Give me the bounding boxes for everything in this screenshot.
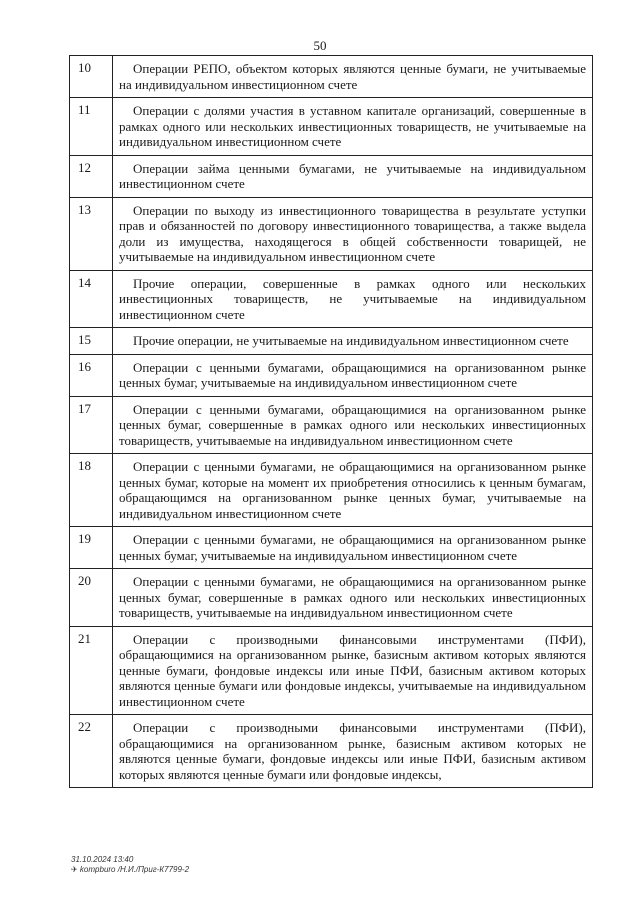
- footer-timestamp: 31.10.2024 13:40: [71, 855, 134, 864]
- row-description: Операции с ценными бумагами, не обращающимися на организованном рынке ценных бумаг, учитываемые на индивидуальном инвестиционном счете: [113, 527, 593, 569]
- row-number: 19: [70, 527, 113, 569]
- row-number: 14: [70, 270, 113, 328]
- table-row: [70, 626, 593, 715]
- table-row: [70, 328, 593, 355]
- row-number: 22: [70, 715, 113, 788]
- row-number: 21: [70, 626, 113, 715]
- row-description: Операции с ценными бумагами, не обращающимися на организованном рынке ценных бумаг, совершенные в рамках одного или нескольких инвестиционных товариществ, учитываемые на индивидуальном инвестиционном счете: [113, 569, 593, 627]
- row-description: Операции с долями участия в уставном капитале организаций, совершенные в рамках одного или нескольких инвестиционных товариществ, не учитываемые на индивидуальном инвестиционном счете: [113, 98, 593, 156]
- operations-table-body: [70, 56, 593, 788]
- row-description: Операции с ценными бумагами, не обращающимися на организованном рынке ценных бумаг, которые на момент их приобретения относились к ценным бумагам, обращающимся на организованном рынке ценных бумаг, учитываемые на индивидуальном инвестиционном счете: [113, 454, 593, 527]
- table-row: [70, 715, 593, 788]
- table-row: [70, 354, 593, 396]
- row-number: 18: [70, 454, 113, 527]
- row-description: Прочие операции, не учитываемые на индивидуальном инвестиционном счете: [113, 328, 593, 355]
- row-number: 16: [70, 354, 113, 396]
- row-number: 10: [70, 56, 113, 98]
- row-description: Операции с производными финансовыми инструментами (ПФИ), обращающимися на организованном рынке, базисным активом которых не являются ценные бумаги, фондовые индексы или иные ПФИ, базисным активом которых являются ценные бумаги или фондовые индексы,: [113, 715, 593, 788]
- table-row: [70, 98, 593, 156]
- row-number: 17: [70, 396, 113, 454]
- row-description: Операции с ценными бумагами, обращающимися на организованном рынке ценных бумаг, совершенные в рамках одного или нескольких инвестиционных товариществ, учитываемые на индивидуальном инвестиционном счете: [113, 396, 593, 454]
- row-description: Операции с производными финансовыми инструментами (ПФИ), обращающимися на организованном рынке, базисным активом которых являются ценные бумаги, фондовые индексы или иные ПФИ, базисным активом которых являются ценные бумаги или фондовые индексы, учитываемые на индивидуальном инвестиционном счете: [113, 626, 593, 715]
- table-row: [70, 396, 593, 454]
- row-description: Прочие операции, совершенные в рамках одного или нескольких инвестиционных товариществ, не учитываемые на индивидуальном инвестиционном счете: [113, 270, 593, 328]
- row-number: 15: [70, 328, 113, 355]
- table-row: [70, 569, 593, 627]
- row-number: 20: [70, 569, 113, 627]
- row-description: Операции РЕПО, объектом которых являются ценные бумаги, не учитываемые на индивидуальном инвестиционном счете: [113, 56, 593, 98]
- table-row: [70, 270, 593, 328]
- row-description: Операции с ценными бумагами, обращающимися на организованном рынке ценных бумаг, учитываемые на индивидуальном инвестиционном счете: [113, 354, 593, 396]
- row-description: Операции займа ценными бумагами, не учитываемые на индивидуальном инвестиционном счете: [113, 155, 593, 197]
- document-footer: [71, 855, 189, 875]
- table-row: [70, 197, 593, 270]
- table-row: [70, 56, 593, 98]
- table-row: [70, 454, 593, 527]
- operations-table: [69, 55, 593, 788]
- footer-path: ✈ kompburo /Н.И./Приг-К7799-2: [71, 865, 190, 874]
- row-number: 11: [70, 98, 113, 156]
- row-number: 13: [70, 197, 113, 270]
- table-row: [70, 155, 593, 197]
- row-description: Операции по выходу из инвестиционного товарищества в результате уступки прав и обязанностей по договору инвестиционного товарищества, а также выдела доли из имущества, находящегося в общей собственности товарищей, не учитываемые на индивидуальном инвестиционном счете: [113, 197, 593, 270]
- row-number: 12: [70, 155, 113, 197]
- table-row: [70, 527, 593, 569]
- page-number: 50: [313, 38, 327, 53]
